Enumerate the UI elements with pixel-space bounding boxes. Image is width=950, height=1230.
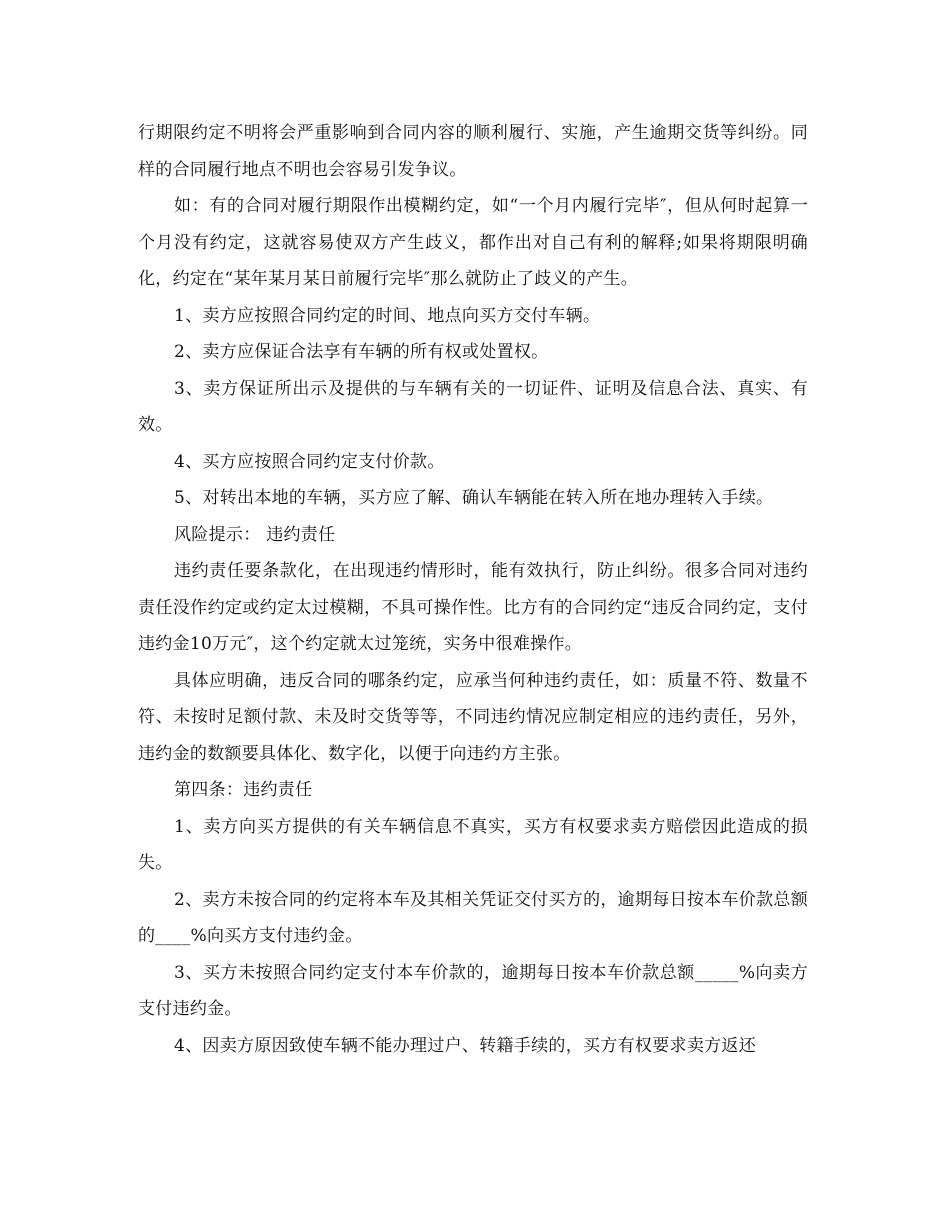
paragraph: 如：有的合同对履行期限作出模糊约定，如“一个月内履行完毕″，但从何时起算一个月没有约定，这就容易使双方产生歧义，都作出对自己有利的解释;如果将期限明确化，约定在“某年某月某日前履行完毕″那么就防止了歧义的产生。: [138, 196, 808, 289]
document-body: [138, 115, 808, 1064]
paragraph: 具体应明确，违反合同的哪条约定，应承当何种违约责任，如：质量不符、数量不符、未按时足额付款、未及时交货等等，不同违约情况应制定相应的违约责任，另外，违约金的数额要具体化、数字化，以便于向违约方主张。: [138, 670, 808, 764]
section-heading: 风险提示： 违约责任: [174, 524, 336, 545]
section-heading: 第四条：违约责任: [174, 780, 313, 800]
paragraph: 行期限约定不明将会严重影响到合同内容的顺利履行、实施，产生逾期交货等纠纷。同样的合同履行地点不明也会容易引发争议。: [138, 123, 808, 180]
paragraph: 5、对转出本地的车辆，买方应了解、确认车辆能在转入所在地办理转入手续。: [174, 488, 774, 508]
paragraph: 4、买方应按照合同约定支付价款。: [174, 451, 445, 472]
paragraph: 2、卖方应保证合法享有车辆的所有权或处置权。: [174, 342, 549, 362]
paragraph: 1、卖方应按照合同约定的时间、地点向买方交付车辆。: [174, 305, 601, 326]
paragraph: 2、卖方未按合同的约定将本车及其相关凭证交付买方的，逾期每日按本车价款总额的____%向买方支付违约金。: [138, 889, 808, 946]
paragraph: 3、买方未按照合同约定支付本车价款的，逾期每日按本车价款总额_____%向卖方支付违约金。: [138, 962, 808, 1019]
paragraph: 4、因卖方原因致使车辆不能办理过户、转籍手续的，买方有权要求卖方返还: [174, 1035, 757, 1056]
paragraph: 3、卖方保证所出示及提供的与车辆有关的一切证件、证明及信息合法、真实、有效。: [138, 378, 808, 435]
paragraph: 违约责任要条款化，在出现违约情形时，能有效执行，防止纠纷。很多合同对违约责任没作约定或约定太过模糊，不具可操作性。比方有的合同约定“违反合同约定，支付违约金10万元″，这个约定就太过笼统，实务中很难操作。: [138, 561, 808, 654]
paragraph: 1、卖方向买方提供的有关车辆信息不真实，买方有权要求卖方赔偿因此造成的损失。: [138, 816, 808, 873]
